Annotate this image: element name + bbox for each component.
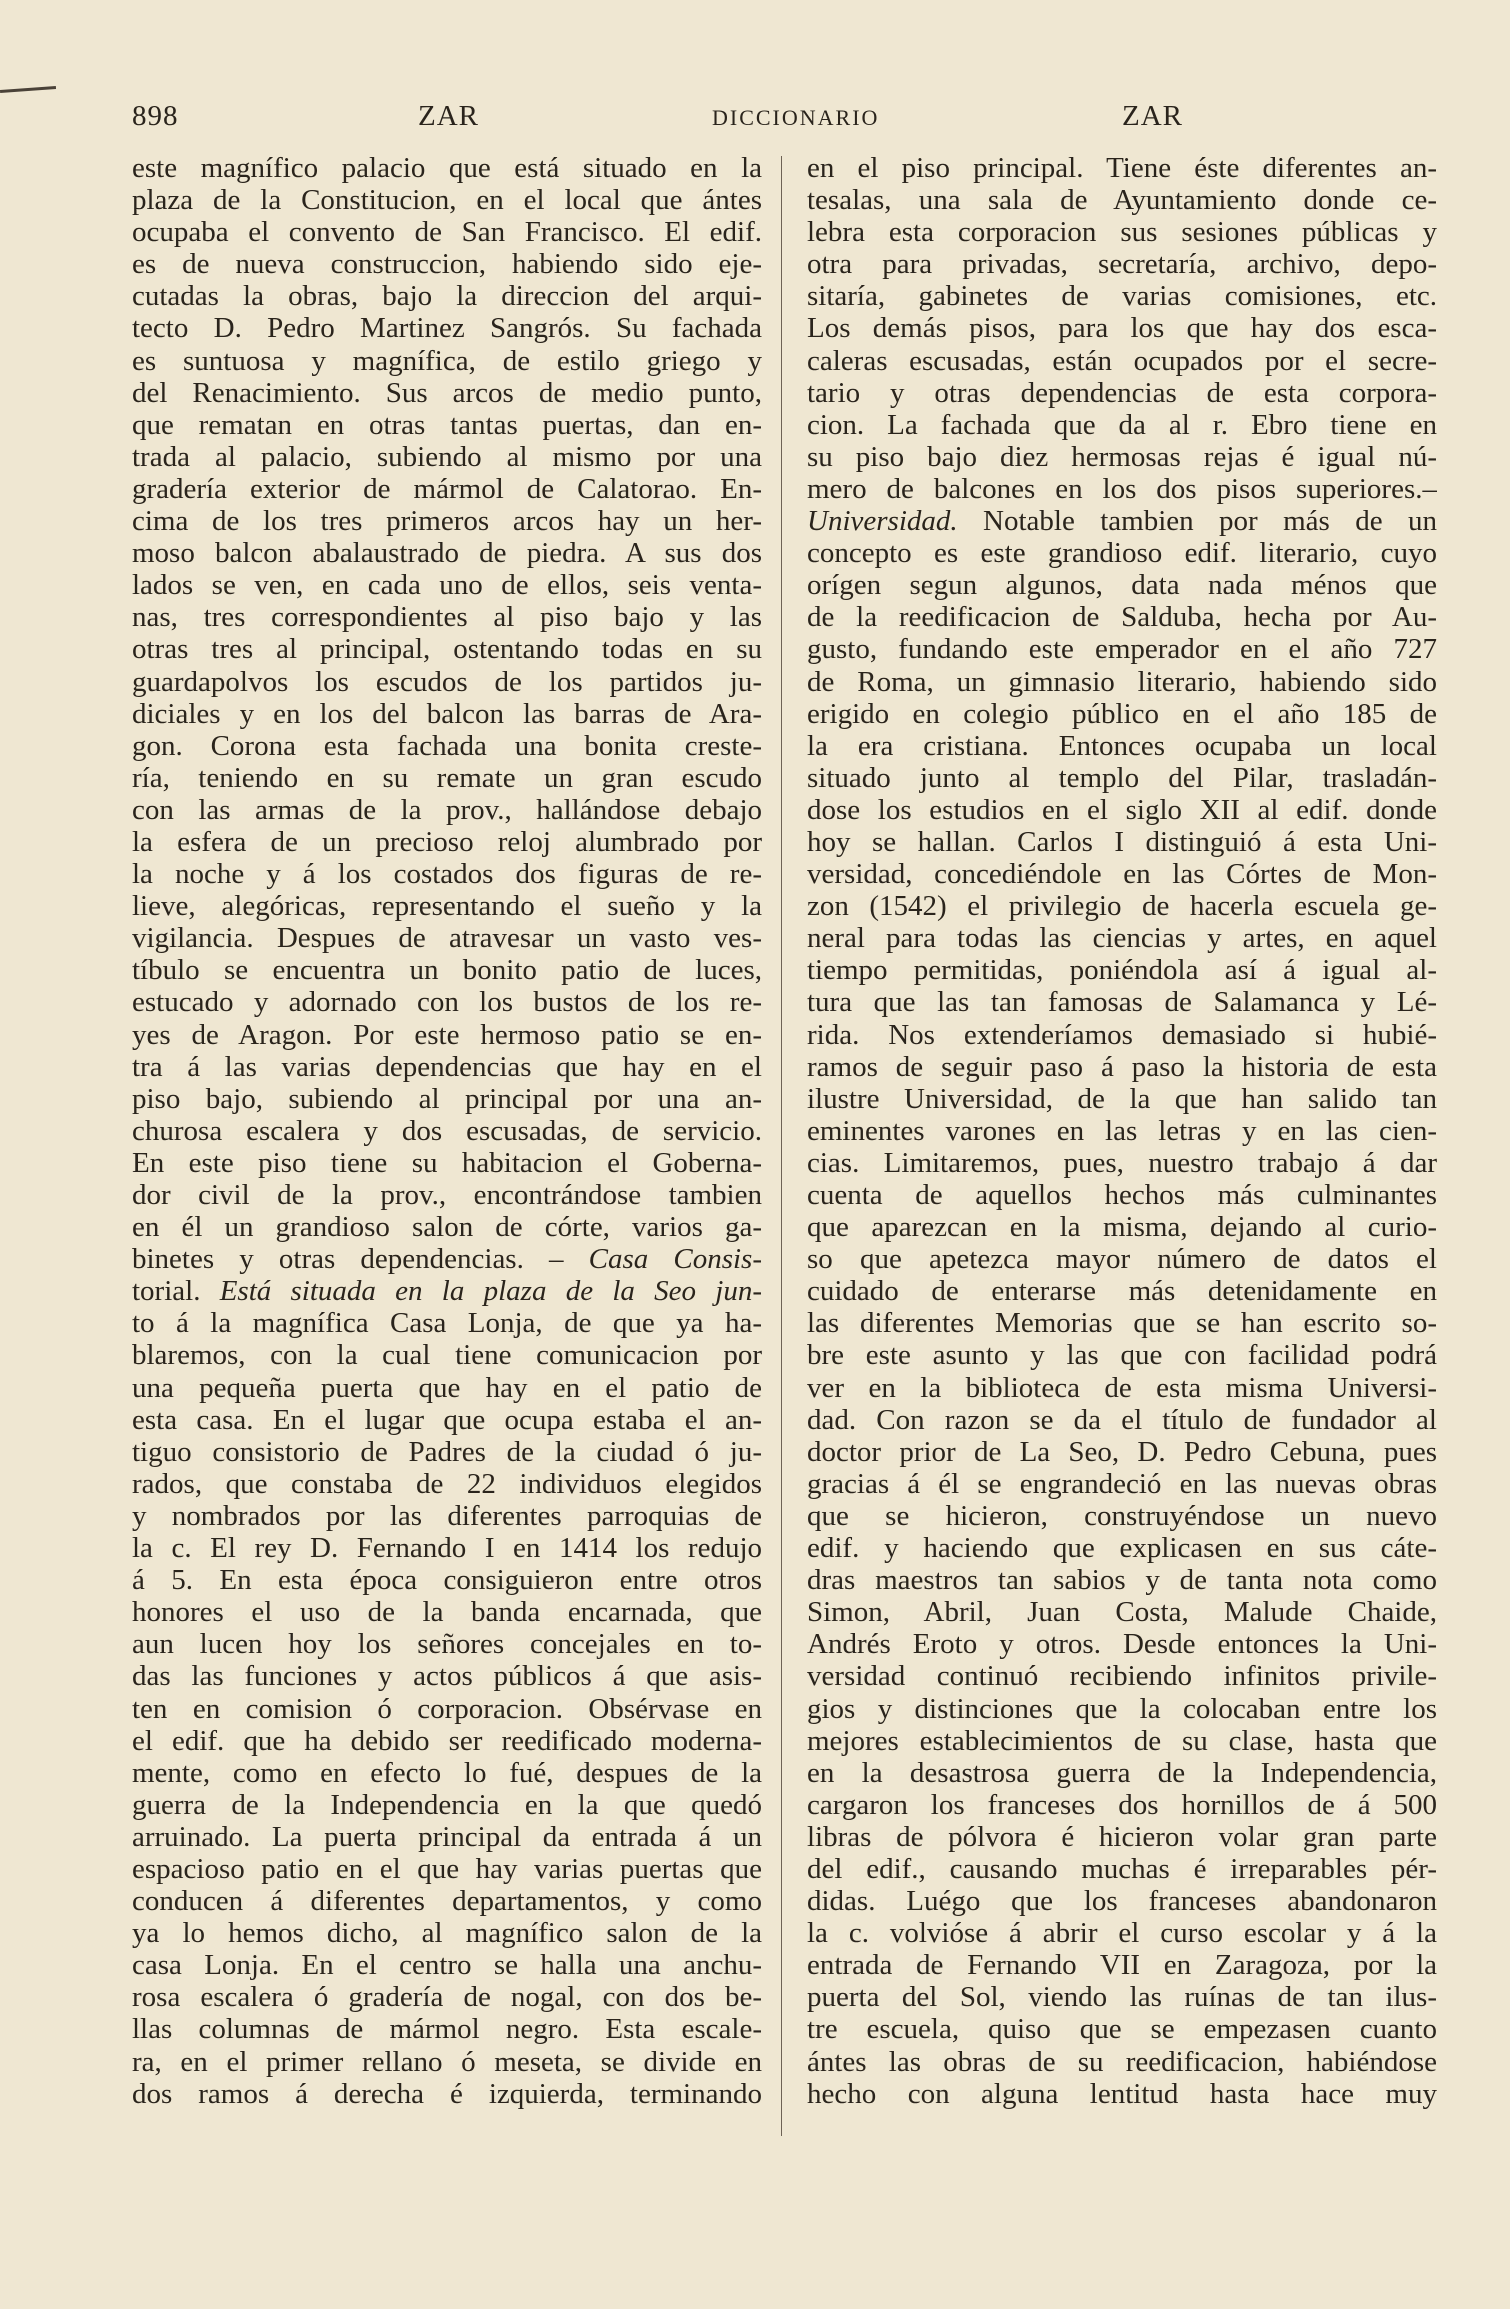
text-line	[807, 537, 1437, 569]
margin-pencil-mark	[0, 86, 56, 93]
text-segment: tecto D. Pedro Martinez Sangrós. Su fachada	[132, 312, 762, 345]
text-line	[807, 1564, 1437, 1596]
text-segment: espacioso patio en el que hay varias puertas que	[132, 1852, 762, 1885]
text-segment: la c. volvióse á abrir el curso escolar y á la	[807, 1917, 1437, 1950]
text-segment: cutadas la obras, bajo la direccion del arqui-	[132, 280, 762, 313]
text-segment: á 5. En esta época consiguieron entre otros	[132, 1564, 762, 1597]
text-line	[807, 1275, 1437, 1307]
text-segment: rados, que constaba de 22 individuos elegidos	[132, 1467, 762, 1500]
text-segment: otras tres al principal, ostentando todas en su	[132, 633, 762, 666]
text-line	[132, 890, 762, 922]
text-line	[807, 1019, 1437, 1051]
text-line	[807, 890, 1437, 922]
text-line	[132, 1757, 762, 1789]
text-line	[807, 312, 1437, 344]
text-line	[132, 858, 762, 890]
text-segment: ilustre Universidad, de la que han salido tan	[807, 1082, 1437, 1115]
text-segment: sitaría, gabinetes de varias comisiones, etc.	[807, 280, 1437, 313]
text-segment: tíbulo se encuentra un bonito patio de luces,	[132, 954, 762, 987]
text-segment: lados se ven, en cada uno de ellos, seis venta-	[132, 569, 762, 602]
text-segment: tario y otras dependencias de esta corpora-	[807, 376, 1437, 409]
text-segment: puerta del Sol, viendo las ruínas de tan ilus-	[807, 1981, 1437, 2014]
italic-heading: Universidad.	[807, 505, 958, 538]
text-segment: tre escuela, quiso que se empezasen cuanto	[807, 2013, 1437, 2046]
text-line	[132, 1660, 762, 1692]
text-segment: bre este asunto y las que con facilidad podrá	[807, 1339, 1437, 1372]
text-line	[132, 505, 762, 537]
text-line	[807, 666, 1437, 698]
text-line	[807, 1885, 1437, 1917]
text-line	[132, 537, 762, 569]
text-line	[132, 569, 762, 601]
text-segment: cima de los tres primeros arcos hay un her-	[132, 505, 762, 538]
page-header	[132, 100, 1432, 150]
right-running-head: ZAR	[1122, 100, 1183, 132]
text-segment: tiguo consistorio de Padres de la ciudad ó ju-	[132, 1435, 762, 1468]
text-line	[807, 569, 1437, 601]
column-divider	[781, 156, 782, 2136]
text-segment: llas columnas de mármol negro. Esta escale-	[132, 2013, 762, 2046]
text-line	[807, 345, 1437, 377]
text-segment: das las funciones y actos públicos á que asis-	[132, 1660, 762, 1693]
text-line	[132, 1115, 762, 1147]
text-segment: versidad, concediéndole en las Córtes de Mon-	[807, 858, 1437, 891]
text-line	[807, 1372, 1437, 1404]
text-line	[132, 1853, 762, 1885]
text-line	[132, 2078, 762, 2110]
text-line	[132, 409, 762, 441]
text-line	[807, 730, 1437, 762]
text-segment: edif. y haciendo que explicasen en sus cáte-	[807, 1532, 1437, 1565]
text-segment: tra á las varias dependencias que hay en el	[132, 1050, 762, 1083]
text-segment: dose los estudios en el siglo XII al edif. donde	[807, 793, 1437, 826]
text-segment: estucado y adornado con los bustos de los re-	[132, 986, 762, 1019]
text-line	[807, 601, 1437, 633]
text-segment: la esfera de un precioso reloj alumbrado por	[132, 825, 762, 858]
text-segment: casa Lonja. En el centro se halla una anchu-	[132, 1949, 762, 1982]
text-segment: cias. Limitaremos, pues, nuestro trabajo á dar	[807, 1146, 1437, 1179]
text-line	[132, 1885, 762, 1917]
text-line	[807, 1660, 1437, 1692]
text-segment: trada al palacio, subiendo al mismo por una	[132, 440, 762, 473]
text-line	[807, 1211, 1437, 1243]
text-line	[807, 1404, 1437, 1436]
text-line	[807, 1051, 1437, 1083]
text-line	[807, 1083, 1437, 1115]
text-line	[807, 858, 1437, 890]
text-line	[132, 441, 762, 473]
text-segment: cion. La fachada que da al r. Ebro tiene en	[807, 408, 1437, 441]
text-line	[807, 409, 1437, 441]
text-segment: guerra de la Independencia en la que quedó	[132, 1788, 762, 1821]
text-line	[132, 1243, 762, 1275]
text-line	[132, 1789, 762, 1821]
text-line	[807, 473, 1437, 505]
text-segment: En este piso tiene su habitacion el Goberna-	[132, 1146, 762, 1179]
text-line	[132, 152, 762, 184]
left-running-head: ZAR	[418, 100, 479, 132]
text-line	[132, 345, 762, 377]
text-segment: binetes y otras dependencias. –	[132, 1243, 589, 1276]
text-segment: hoy se hallan. Carlos I distinguió á esta Uni-	[807, 825, 1437, 858]
text-segment: una pequeña puerta que hay en el patio de	[132, 1371, 762, 1404]
italic-heading: Está situada en la plaza de la Seo jun-	[200, 1275, 762, 1308]
text-line	[807, 794, 1437, 826]
text-line	[132, 1981, 762, 2013]
text-segment: ántes las obras de su reedificacion, habiéndose	[807, 2045, 1437, 2078]
text-segment: vigilancia. Despues de atravesar un vasto ves-	[132, 922, 762, 955]
text-line	[807, 1115, 1437, 1147]
text-segment: gradería exterior de mármol de Calatorao. En-	[132, 472, 762, 505]
text-line	[807, 1596, 1437, 1628]
text-line	[132, 1083, 762, 1115]
text-segment: en el piso principal. Tiene éste diferentes an-	[807, 152, 1437, 184]
text-segment: torial.	[132, 1275, 201, 1308]
text-line	[132, 1821, 762, 1853]
text-line	[807, 2078, 1437, 2110]
text-segment: yes de Aragon. Por este hermoso patio se en-	[132, 1018, 762, 1051]
text-line	[807, 505, 1437, 537]
text-line	[807, 954, 1437, 986]
text-segment: piso bajo, subiendo al principal por una an-	[132, 1082, 762, 1115]
text-segment: ramos de seguir paso á paso la historia de esta	[807, 1050, 1437, 1083]
text-segment: ra, en el primer rellano ó meseta, se divide en	[132, 2045, 762, 2078]
text-line	[807, 1693, 1437, 1725]
text-segment: zon (1542) el privilegio de hacerla escuela ge-	[807, 890, 1437, 923]
text-line	[132, 248, 762, 280]
text-segment: moso balcon abalaustrado de piedra. A sus dos	[132, 537, 762, 570]
text-segment: situado junto al templo del Pilar, trasladán-	[807, 761, 1437, 794]
text-segment: Notable tambien por más de un	[957, 505, 1437, 538]
text-line	[807, 1339, 1437, 1371]
text-line	[132, 633, 762, 665]
page-number: 898	[132, 100, 179, 132]
text-segment: este magnífico palacio que está situado en la	[132, 152, 762, 184]
text-line	[807, 1179, 1437, 1211]
text-line	[132, 762, 762, 794]
text-line	[807, 248, 1437, 280]
text-line	[807, 826, 1437, 858]
text-line	[807, 441, 1437, 473]
text-line	[807, 2013, 1437, 2045]
text-segment: concepto es este grandioso edif. literario, cuyo	[807, 537, 1437, 570]
text-line	[132, 794, 762, 826]
text-segment: tesalas, una sala de Ayuntamiento donde ce-	[807, 184, 1437, 217]
dictionary-title: DICCIONARIO	[712, 105, 880, 130]
text-line	[807, 1949, 1437, 1981]
text-line	[807, 1307, 1437, 1339]
text-segment: rosa escalera ó gradería de nogal, con dos be-	[132, 1981, 762, 2014]
text-segment: de Roma, un gimnasio literario, habiendo sido	[807, 665, 1437, 698]
text-line	[132, 1564, 762, 1596]
text-line	[807, 1436, 1437, 1468]
text-line	[132, 1917, 762, 1949]
text-line	[807, 184, 1437, 216]
text-line	[132, 280, 762, 312]
text-segment: en la desastrosa guerra de la Independencia,	[807, 1756, 1437, 1789]
text-segment: honores el uso de la banda encarnada, que	[132, 1596, 762, 1629]
text-segment: dos ramos á derecha é izquierda, terminando	[132, 2077, 762, 2110]
text-segment: so que apetezca mayor número de datos el	[807, 1243, 1437, 1276]
text-segment: erigido en colegio público en el año 185 de	[807, 697, 1437, 730]
text-line	[807, 152, 1437, 184]
text-line	[132, 1500, 762, 1532]
text-line	[807, 922, 1437, 954]
text-line	[807, 1821, 1437, 1853]
text-line	[132, 1211, 762, 1243]
text-segment: tura que las tan famosas de Salamanca y Lé-	[807, 986, 1437, 1019]
text-line	[132, 1949, 762, 1981]
text-line	[132, 826, 762, 858]
text-segment: gracias á él se engrandeció en las nuevas obras	[807, 1467, 1437, 1500]
left-column	[132, 152, 762, 2110]
text-line	[807, 762, 1437, 794]
text-segment: plaza de la Constitucion, en el local que ántes	[132, 184, 762, 217]
text-segment: esta casa. En el lugar que ocupa estaba el an-	[132, 1403, 762, 1436]
text-segment: versidad continuó recibiendo infinitos privile-	[807, 1660, 1437, 1693]
text-segment: la noche y á los costados dos figuras de re-	[132, 858, 762, 891]
text-segment: rida. Nos extenderíamos demasiado si hubié-	[807, 1018, 1437, 1051]
text-line	[132, 666, 762, 698]
text-segment: doctor prior de La Seo, D. Pedro Cebuna, pues	[807, 1435, 1437, 1468]
text-segment: gusto, fundando este emperador en el año 727	[807, 633, 1437, 666]
text-line	[132, 2046, 762, 2078]
text-segment: su piso bajo diez hermosas rejas é igual nú-	[807, 440, 1437, 473]
text-line	[807, 1468, 1437, 1500]
text-line	[807, 1789, 1437, 1821]
text-line	[807, 1917, 1437, 1949]
text-line	[132, 1275, 762, 1307]
text-segment: mejores establecimientos de su clase, hasta que	[807, 1724, 1437, 1757]
text-segment: Los demás pisos, para los que hay dos esca-	[807, 312, 1437, 345]
text-line	[132, 1051, 762, 1083]
text-segment: cuenta de aquellos hechos más culminantes	[807, 1179, 1437, 1211]
text-line	[807, 1147, 1437, 1179]
text-line	[132, 1372, 762, 1404]
text-line	[132, 216, 762, 248]
italic-heading: Casa Consis-	[588, 1243, 762, 1276]
text-segment: conducen á diferentes departamentos, y como	[132, 1885, 762, 1918]
text-line	[132, 2013, 762, 2045]
text-segment: que aparezcan en la misma, dejando al curio-	[807, 1211, 1437, 1244]
text-line	[132, 954, 762, 986]
text-segment: ten en comision ó corporacion. Obsérvase en	[132, 1692, 762, 1725]
text-line	[807, 1532, 1437, 1564]
right-column	[807, 152, 1437, 2110]
text-columns	[132, 152, 1437, 2137]
text-segment: aun lucen hoy los señores concejales en to-	[132, 1628, 762, 1661]
text-segment: dor civil de la prov., encontrándose tambien	[132, 1179, 762, 1211]
text-segment: gios y distinciones que la colocaban entre los	[807, 1692, 1437, 1725]
text-segment: ya lo hemos dicho, al magnífico salon de la	[132, 1917, 762, 1950]
text-segment: eminentes varones en las letras y en las cien-	[807, 1114, 1437, 1147]
text-line	[807, 1500, 1437, 1532]
text-line	[807, 633, 1437, 665]
text-segment: en él un grandioso salon de córte, varios ga-	[132, 1211, 762, 1244]
text-segment: cargaron los franceses dos hornillos de á 500	[807, 1788, 1437, 1821]
text-line	[132, 1436, 762, 1468]
text-segment: hecho con alguna lentitud hasta hace muy	[807, 2077, 1437, 2110]
text-line	[132, 1725, 762, 1757]
text-line	[807, 1757, 1437, 1789]
text-line	[132, 730, 762, 762]
text-line	[807, 216, 1437, 248]
text-line	[807, 1628, 1437, 1660]
text-segment: ver en la biblioteca de esta misma Universi-	[807, 1371, 1437, 1404]
text-line	[132, 1339, 762, 1371]
text-line	[132, 1596, 762, 1628]
text-line	[807, 1243, 1437, 1275]
text-segment: la c. El rey D. Fernando I en 1414 los redujo	[132, 1532, 762, 1565]
text-segment: gon. Corona esta fachada una bonita creste-	[132, 729, 762, 762]
text-line	[132, 1532, 762, 1564]
text-line	[132, 698, 762, 730]
text-line	[132, 377, 762, 409]
text-segment: que se hicieron, construyéndose un nuevo	[807, 1499, 1437, 1532]
text-line	[132, 473, 762, 505]
text-segment: Simon, Abril, Juan Costa, Malude Chaide,	[807, 1596, 1437, 1629]
text-line	[807, 698, 1437, 730]
text-segment: tiempo permitidas, poniéndola así á igual al-	[807, 954, 1437, 987]
text-segment: dras maestros tan sabios y de tanta nota como	[807, 1564, 1437, 1597]
text-segment: didas. Luégo que los franceses abandonaron	[807, 1885, 1437, 1918]
text-line	[132, 1019, 762, 1051]
text-line	[132, 1404, 762, 1436]
text-line	[807, 1981, 1437, 2013]
text-segment: churosa escalera y dos escusadas, de servicio.	[132, 1114, 762, 1147]
text-line	[807, 280, 1437, 312]
text-segment: mente, como en efecto lo fué, despues de la	[132, 1756, 762, 1789]
text-line	[807, 2046, 1437, 2078]
text-line	[132, 986, 762, 1018]
text-segment: Andrés Eroto y otros. Desde entonces la Uni-	[807, 1628, 1437, 1661]
text-segment: guardapolvos los escudos de los partidos ju-	[132, 665, 762, 698]
text-line	[807, 1853, 1437, 1885]
text-segment: lieve, alegóricas, representando el sueño y la	[132, 890, 762, 923]
text-segment: es de nueva construccion, habiendo sido eje-	[132, 248, 762, 281]
text-segment: las diferentes Memorias que se han escrito so-	[807, 1307, 1437, 1340]
text-segment: blaremos, con la cual tiene comunicacion por	[132, 1339, 762, 1372]
text-line	[132, 1468, 762, 1500]
text-line	[132, 312, 762, 344]
text-line	[132, 184, 762, 216]
text-line	[132, 601, 762, 633]
text-segment: dad. Con razon se da el título de fundador al	[807, 1403, 1437, 1436]
text-segment: otra para privadas, secretaría, archivo, depo-	[807, 248, 1437, 281]
text-segment: y nombrados por las diferentes parroquias de	[132, 1499, 762, 1532]
text-segment: to á la magnífica Casa Lonja, de que ya ha-	[132, 1307, 762, 1340]
text-line	[807, 1725, 1437, 1757]
text-line	[132, 1628, 762, 1660]
text-segment: arruinado. La puerta principal da entrada á un	[132, 1820, 762, 1853]
text-segment: la era cristiana. Entonces ocupaba un local	[807, 729, 1437, 762]
text-line	[807, 377, 1437, 409]
text-segment: orígen segun algunos, data nada ménos que	[807, 569, 1437, 602]
text-segment: mero de balcones en los dos pisos superiores.–	[807, 472, 1437, 505]
text-segment: del edif., causando muchas é irreparables pér-	[807, 1852, 1437, 1885]
text-segment: del Renacimiento. Sus arcos de medio punto,	[132, 376, 762, 409]
text-segment: neral para todas las ciencias y artes, en aquel	[807, 922, 1437, 955]
text-line	[132, 1693, 762, 1725]
text-segment: que rematan en otras tantas puertas, dan en-	[132, 408, 762, 441]
text-line	[132, 1179, 762, 1211]
text-line	[132, 922, 762, 954]
text-line	[132, 1147, 762, 1179]
text-segment: diciales y en los del balcon las barras de Ara-	[132, 697, 762, 730]
text-segment: ría, teniendo en su remate un gran escudo	[132, 761, 762, 794]
text-segment: ocupaba el convento de San Francisco. El edif.	[132, 216, 762, 249]
text-segment: entrada de Fernando VII en Zaragoza, por la	[807, 1949, 1437, 1982]
text-segment: nas, tres correspondientes al piso bajo y las	[132, 601, 762, 634]
text-segment: el edif. que ha debido ser reedificado moderna-	[132, 1724, 762, 1757]
text-segment: cuidado de enterarse más detenidamente en	[807, 1275, 1437, 1308]
text-line	[132, 1307, 762, 1339]
text-line	[807, 986, 1437, 1018]
text-segment: caleras escusadas, están ocupados por el secre-	[807, 344, 1437, 377]
text-segment: libras de pólvora é hicieron volar gran parte	[807, 1820, 1437, 1853]
text-segment: lebra esta corporacion sus sesiones públicas y	[807, 216, 1437, 249]
text-segment: de la reedificacion de Salduba, hecha por Au-	[807, 601, 1437, 634]
text-segment: es suntuosa y magnífica, de estilo griego y	[132, 344, 762, 377]
text-segment: con las armas de la prov., hallándose debajo	[132, 793, 762, 826]
